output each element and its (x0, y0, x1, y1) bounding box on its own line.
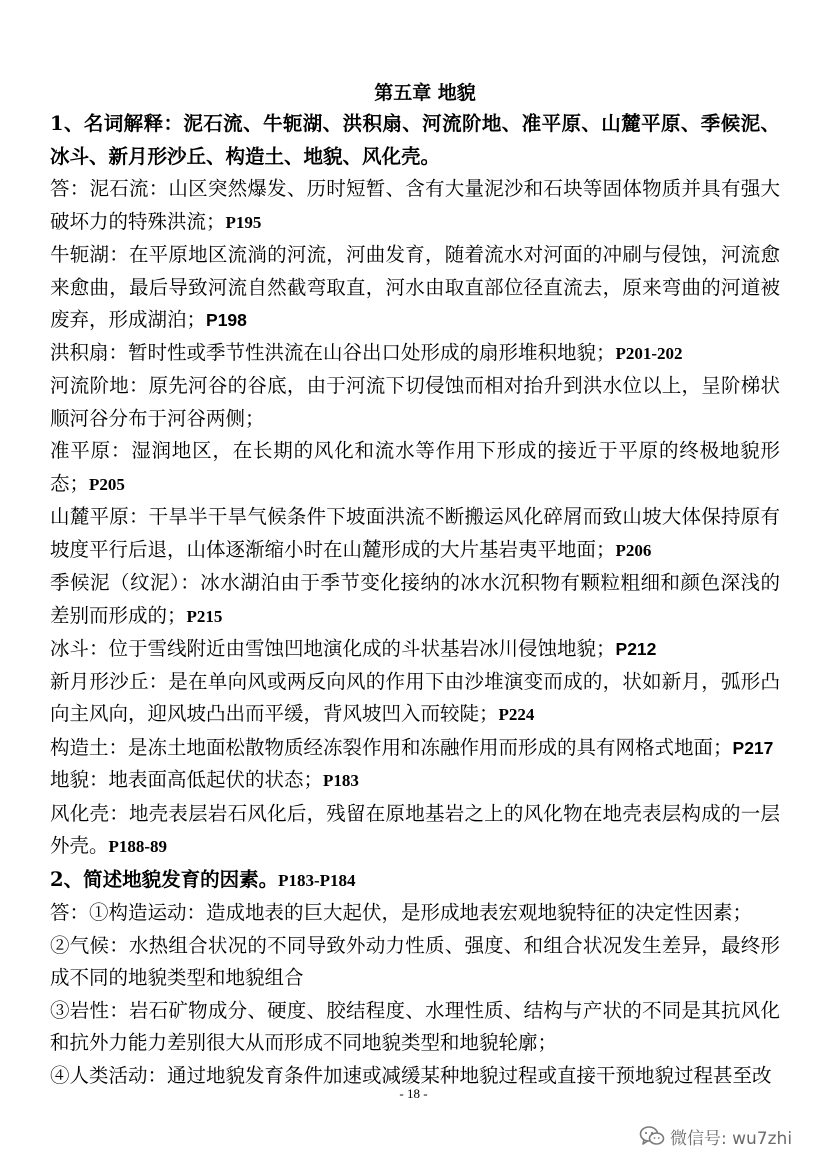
term-cirque (50, 633, 780, 666)
factor-human-activity: ④人类活动：通过地貌发育条件加速或减缓某种地貌过程或直接干预地貌过程甚至改 (50, 1063, 772, 1087)
page-reference: P215 (186, 606, 223, 626)
factor-lithology: ③岩性：岩石矿物成分、硬度、胶结程度、水理性质、结构与产状的不同是其抗风化和抗外力能力差别很大从而形成不同地貌类型和地貌轮廓； (50, 998, 780, 1054)
definition-text: 山麓平原：干旱半干旱气候条件下坡面洪流不断搬运风化碎屑而致山坡大体保持原有坡度平行后退，山体逐渐缩小时在山麓形成的大片基岩夷平地面； (50, 505, 780, 561)
page-reference: P212 (615, 639, 657, 659)
definition-text: 构造土：是冻土地面松散物质经冻裂作用和冻融作用而形成的具有网格式地面； (50, 735, 733, 759)
term-peneplain (50, 435, 780, 501)
question-2 (50, 864, 780, 898)
term-alluvial-fan (50, 337, 780, 371)
definition-text: 新月形沙丘：是在单向风或两反向风的作用下由沙堆演变而成的，状如新月，弧形凸向主风向，迎风坡凸出而平缓，背风坡凹入而较陡； (50, 669, 780, 725)
question-1: 1、名词解释：泥石流、牛轭湖、洪积扇、河流阶地、准平原、山麓平原、季候泥、冰斗、新月形沙丘、构造土、地貌、风化壳。 (50, 112, 780, 168)
term-barchan (50, 666, 780, 732)
definition-text: 河流阶地：原先河谷的谷底，由于河流下切侵蚀而相对抬升到洪水位以上，呈阶梯状顺河谷分布于河谷两侧； (50, 374, 780, 430)
watermark (639, 1121, 792, 1151)
page-reference: P206 (615, 540, 652, 560)
factor-climate: ②气候：水热组合状况的不同导致外动力性质、强度、和组合状况发生差异，最终形成不同的地貌类型和地貌组合 (50, 933, 780, 989)
answer-prefix: 答： (50, 901, 90, 924)
page-reference: P224 (498, 705, 535, 724)
term-varve (50, 567, 780, 633)
factor-text: ①构造运动：造成地表的巨大起伏，是形成地表宏观地貌特征的决定性因素； (89, 901, 753, 924)
factor-tectonic (50, 897, 780, 930)
term-weathering-crust (50, 798, 780, 864)
document-page (50, 78, 780, 1092)
page-number: - 18 - (399, 1086, 428, 1101)
page-reference: P195 (225, 212, 262, 232)
term-landform (50, 764, 780, 798)
definition-text: 地貌：地表面高低起伏的状态； (50, 768, 324, 791)
page-reference: P205 (89, 474, 125, 494)
page-reference: P188-89 (108, 837, 168, 856)
definition-text: 洪积扇：暂时性或季节性洪流在山谷出口处形成的扇形堆积地貌； (50, 340, 616, 364)
term-patterned-ground (50, 732, 780, 765)
page-reference: P201-202 (615, 343, 683, 363)
chapter-title: 第五章 地貌 (374, 82, 476, 104)
definition-text: 泥石流：山区突然爆发、历时短暂、含有大量泥沙和石块等固体物质并具有强大破坏力的特殊洪流； (50, 177, 780, 233)
answer-prefix: 答： (50, 177, 90, 200)
page-reference: P183 (323, 771, 359, 790)
definition-text: 牛轭湖：在平原地区流淌的河流，河曲发育，随着流水对河面的冲刷与侵蚀，河流愈来愈曲，最后导致河流自然截弯取直，河水由取直部位径直流去，原来弯曲的河道被废弃，形成湖泊； (50, 243, 780, 331)
definition-text: 风化壳：地壳表层岩石风化后，残留在原地基岩之上的风化物在地壳表层构成的一层外壳。 (50, 801, 780, 857)
definition-text: 季候泥（纹泥）：冰水湖泊由于季节变化接纳的冰水沉积物有颗粒粗细和颜色深浅的差别而形成的； (50, 571, 780, 627)
term-debris-flow (50, 173, 780, 239)
question-2-prompt: 2、简述地貌发育的因素。 (50, 867, 279, 891)
wechat-icon (639, 1125, 665, 1147)
term-pediplain (50, 501, 780, 567)
definition-text: 准平原：湿润地区，在长期的风化和流水等作用下形成的接近于平原的终极地貌形态； (50, 439, 780, 495)
watermark-text: 微信号: wu7zhi (670, 1128, 793, 1149)
definition-text: 冰斗：位于雪线附近由雪蚀凹地演化成的斗状基岩冰川侵蚀地貌； (50, 637, 616, 660)
term-river-terrace (50, 370, 780, 435)
page-reference: P217 (732, 737, 774, 758)
term-oxbow-lake (50, 239, 780, 337)
page-reference: P198 (206, 310, 247, 330)
page-reference: P183-P184 (278, 870, 356, 890)
